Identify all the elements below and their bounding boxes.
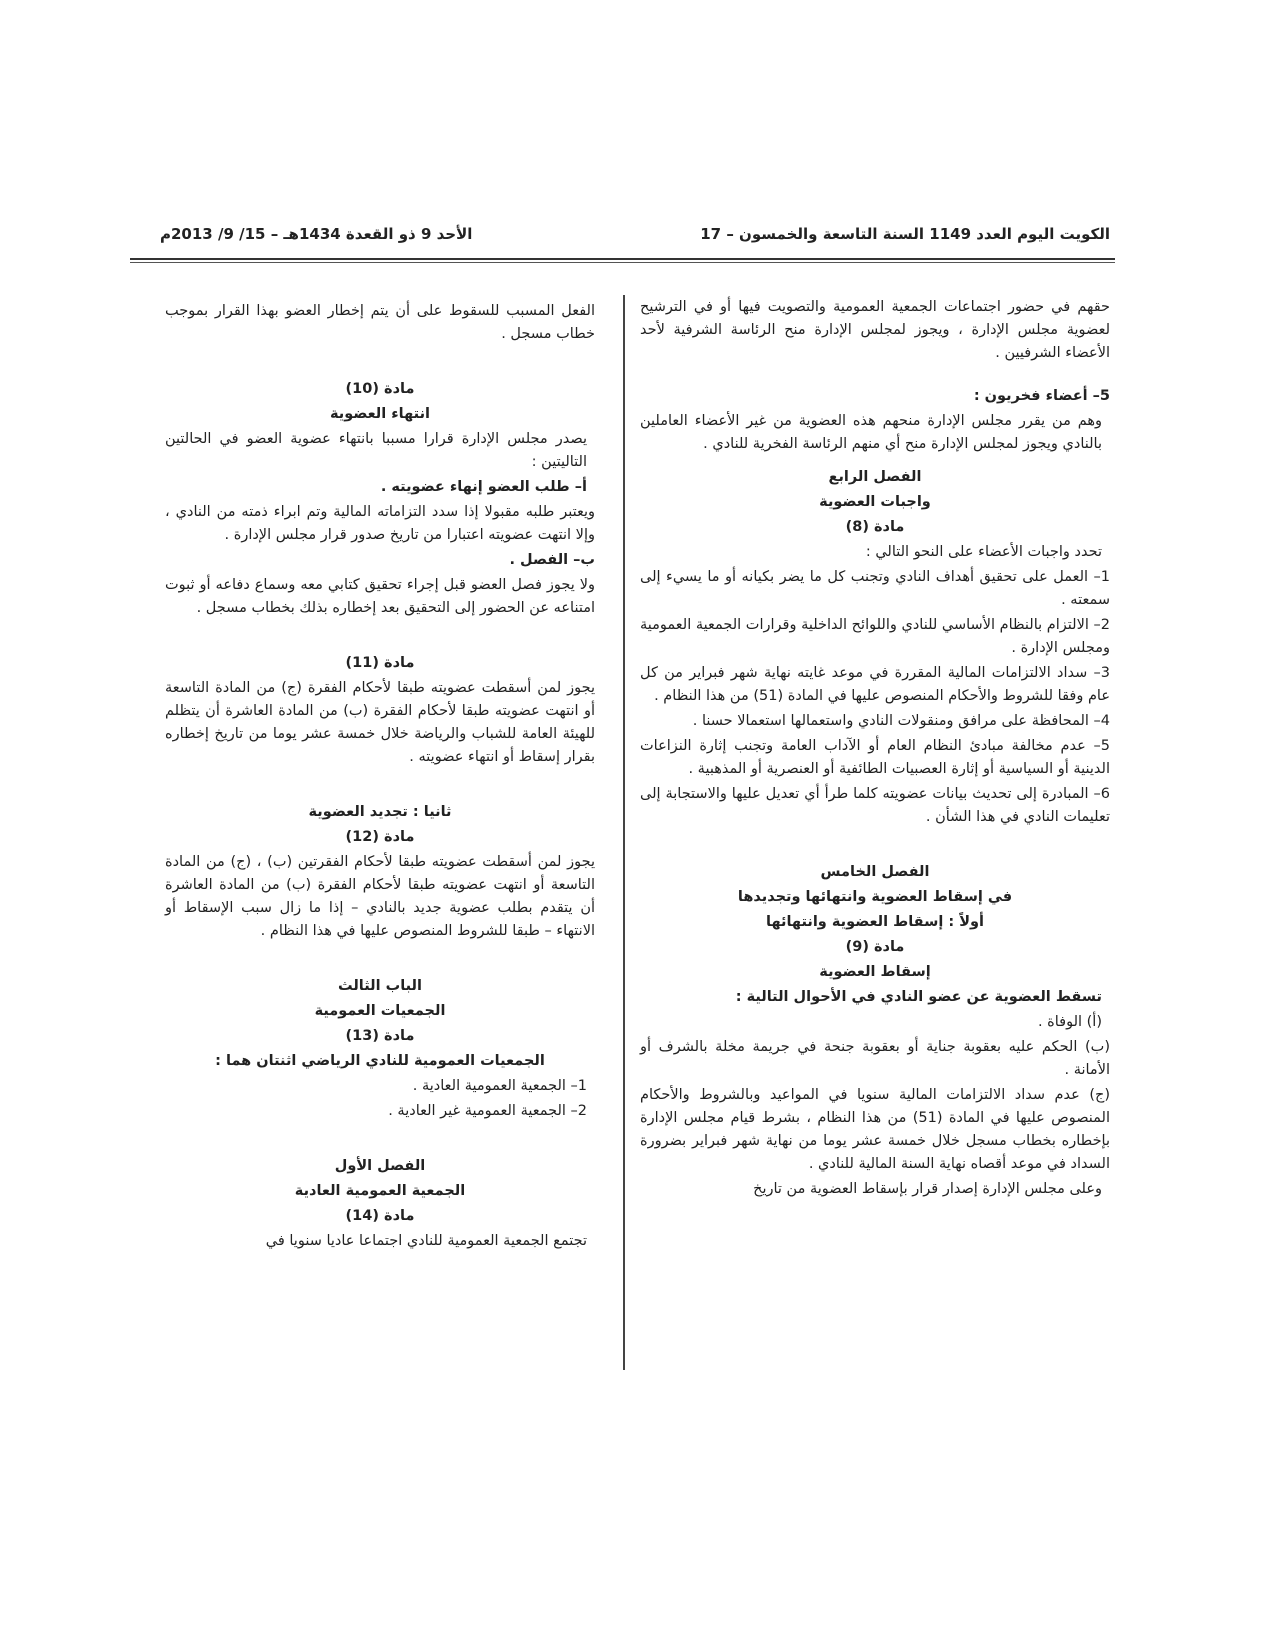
paragraph: حقهم في حضور اجتماعات الجمعية العمومية والتصويت فيها أو في الترشيح لعضوية مجلس الإدارة ، ويجوز لمجلس الإدارة منح الرئاسة الشرفية لأحد الأعضاء الشرفيين . bbox=[640, 299, 1110, 361]
paragraph: ويعتبر طلبه مقبولا إذا سدد التزاماته المالية وتم ابراء ذمته من النادي ، وإلا انتهت عضويته اعتبارا من تاريخ صدور قرار مجلس الإدارة . bbox=[165, 504, 595, 543]
article-number: مادة (13) bbox=[345, 1028, 415, 1044]
section-heading: ثانيا : تجديد العضوية bbox=[308, 804, 452, 820]
section-heading: أولاً : إسقاط العضوية وانتهائها bbox=[766, 914, 984, 930]
section-heading: ب– الفصل . bbox=[509, 552, 595, 568]
list-item: (أ) الوفاة . bbox=[1037, 1014, 1102, 1030]
paragraph: يصدر مجلس الإدارة قرارا مسببا بانتهاء عضوية العضو في الحالتين التاليتين : bbox=[165, 431, 587, 470]
header-divider-thin bbox=[130, 262, 1115, 263]
chapter-title: الفصل الأول bbox=[334, 1158, 426, 1174]
column-divider bbox=[623, 295, 625, 1370]
article-number: مادة (12) bbox=[345, 829, 415, 845]
paragraph: وعلى مجلس الإدارة إصدار قرار بإسقاط العضوية من تاريخ bbox=[753, 1181, 1102, 1197]
chapter-subtitle: الجمعية العمومية العادية bbox=[294, 1183, 466, 1199]
paragraph: ولا يجوز فصل العضو قبل إجراء تحقيق كتابي معه وسماع دفاعه أو ثبوت امتناعه عن الحضور إلى التحقيق بعد إخطاره بذلك بخطاب مسجل . bbox=[165, 577, 595, 616]
section-heading: 5– أعضاء فخريون : bbox=[973, 388, 1110, 404]
list-item: 4– المحافظة على مرافق ومنقولات النادي واستعمالها استعمالا حسنا . bbox=[692, 713, 1110, 729]
article-title: إسقاط العضوية bbox=[819, 964, 931, 980]
list-item: 6– المبادرة إلى تحديث بيانات عضويته كلما طرأ أي تعديل عليها والاستجابة إلى تعليمات النادي في هذا الشأن . bbox=[640, 786, 1110, 825]
paragraph: تجتمع الجمعية العمومية للنادي اجتماعا عاديا سنويا في bbox=[265, 1233, 587, 1249]
section-heading: أ– طلب العضو إنهاء عضويته . bbox=[380, 479, 587, 495]
right-column bbox=[640, 296, 1110, 1203]
list-item: 1– الجمعية العمومية العادية . bbox=[412, 1078, 587, 1094]
article-title: انتهاء العضوية bbox=[329, 406, 431, 422]
paragraph: الجمعيات العمومية للنادي الرياضي اثنتان هما : bbox=[215, 1053, 545, 1069]
paragraph: يجوز لمن أسقطت عضويته طبقا لأحكام الفقرتين (ب) ، (ج) من المادة التاسعة أو انتهت عضويته طبقا لأحكام الفقرة (ب) من المادة العاشرة أن يتقدم بطلب عضوية جديد بالنادي – إذا ما زال سبب الإسقاط أو الانتهاء – طبقا للشروط المنصوص عليها في هذا النظام . bbox=[165, 854, 595, 939]
paragraph: الفعل المسبب للسقوط على أن يتم إخطار العضو بهذا القرار بموجب خطاب مسجل . bbox=[165, 303, 595, 342]
list-item: 2– الالتزام بالنظام الأساسي للنادي واللوائح الداخلية وقرارات الجمعية العمومية ومجلس الإدارة . bbox=[640, 617, 1110, 656]
paragraph: وهم من يقرر مجلس الإدارة منحهم هذه العضوية من غير الأعضاء العاملين بالنادي ويجوز لمجلس الإدارة منح أي منهم الرئاسة الفخرية للنادي . bbox=[640, 413, 1102, 452]
chapter-title: الفصل الرابع bbox=[828, 469, 922, 485]
list-item: 1– العمل على تحقيق أهداف النادي وتجنب كل ما يضر بكيانه أو ما يسيء إلى سمعته . bbox=[640, 569, 1110, 608]
article-number: مادة (11) bbox=[345, 655, 415, 671]
header-issue-info: الكويت اليوم العدد 1149 السنة التاسعة والخمسون – 17 bbox=[700, 225, 1110, 243]
article-number: مادة (8) bbox=[845, 519, 905, 535]
list-item: 3– سداد الالتزامات المالية المقررة في موعد غايته نهاية شهر فبراير من كل عام وفقا للشروط والأحكام المنصوص عليها في المادة (51) من هذا النظام . bbox=[640, 665, 1110, 704]
header-divider bbox=[130, 258, 1115, 260]
article-number: مادة (10) bbox=[345, 381, 415, 397]
chapter-title: الفصل الخامس bbox=[820, 864, 930, 880]
list-item: (ج) عدم سداد الالتزامات المالية سنويا في المواعيد وبالشروط والأحكام المنصوص عليها في المادة (51) من هذا النظام ، بشرط قيام مجلس الإدارة بإخطاره بخطاب مسجل خلال خمسة عشر يوما من نهاية شهر فبراير بضرورة السداد في موعد أقصاه نهاية السنة المالية للنادي . bbox=[640, 1087, 1110, 1172]
list-item: 2– الجمعية العمومية غير العادية . bbox=[388, 1103, 587, 1119]
chapter-subtitle: في إسقاط العضوية وانتهائها وتجديدها bbox=[737, 889, 1013, 905]
page-header bbox=[160, 225, 1110, 253]
article-number: مادة (9) bbox=[845, 939, 905, 955]
paragraph: يجوز لمن أسقطت عضويته طبقا لأحكام الفقرة (ج) من المادة التاسعة أو انتهت عضويته طبقا لأحكام الفقرة (ب) من المادة العاشرة أن يتظلم للهيئة العامة للشباب والرياضة خلال خمسة عشر يوما من تاريخ إخطاره بقرار إسقاط أو انتهاء عضويته . bbox=[165, 680, 595, 765]
part-title: الباب الثالث bbox=[338, 978, 422, 994]
article-number: مادة (14) bbox=[345, 1208, 415, 1224]
paragraph: تسقط العضوية عن عضو النادي في الأحوال التالية : bbox=[735, 989, 1102, 1005]
chapter-subtitle: واجبات العضوية bbox=[819, 494, 931, 510]
header-date: الأحد 9 ذو القعدة 1434هـ – 15/ 9/ 2013م bbox=[160, 225, 473, 243]
paragraph: تحدد واجبات الأعضاء على النحو التالي : bbox=[865, 544, 1102, 560]
list-item: 5– عدم مخالفة مبادئ النظام العام أو الآداب العامة وتجنب إثارة النزاعات الدينية أو السياسية أو إثارة العصبيات الطائفية أو العنصرية أو المذهبية . bbox=[640, 738, 1110, 777]
part-subtitle: الجمعيات العمومية bbox=[314, 1003, 446, 1019]
list-item: (ب) الحكم عليه بعقوبة جناية أو بعقوبة جنحة في جريمة مخلة بالشرف أو الأمانة . bbox=[640, 1039, 1110, 1078]
left-column bbox=[165, 300, 595, 1255]
